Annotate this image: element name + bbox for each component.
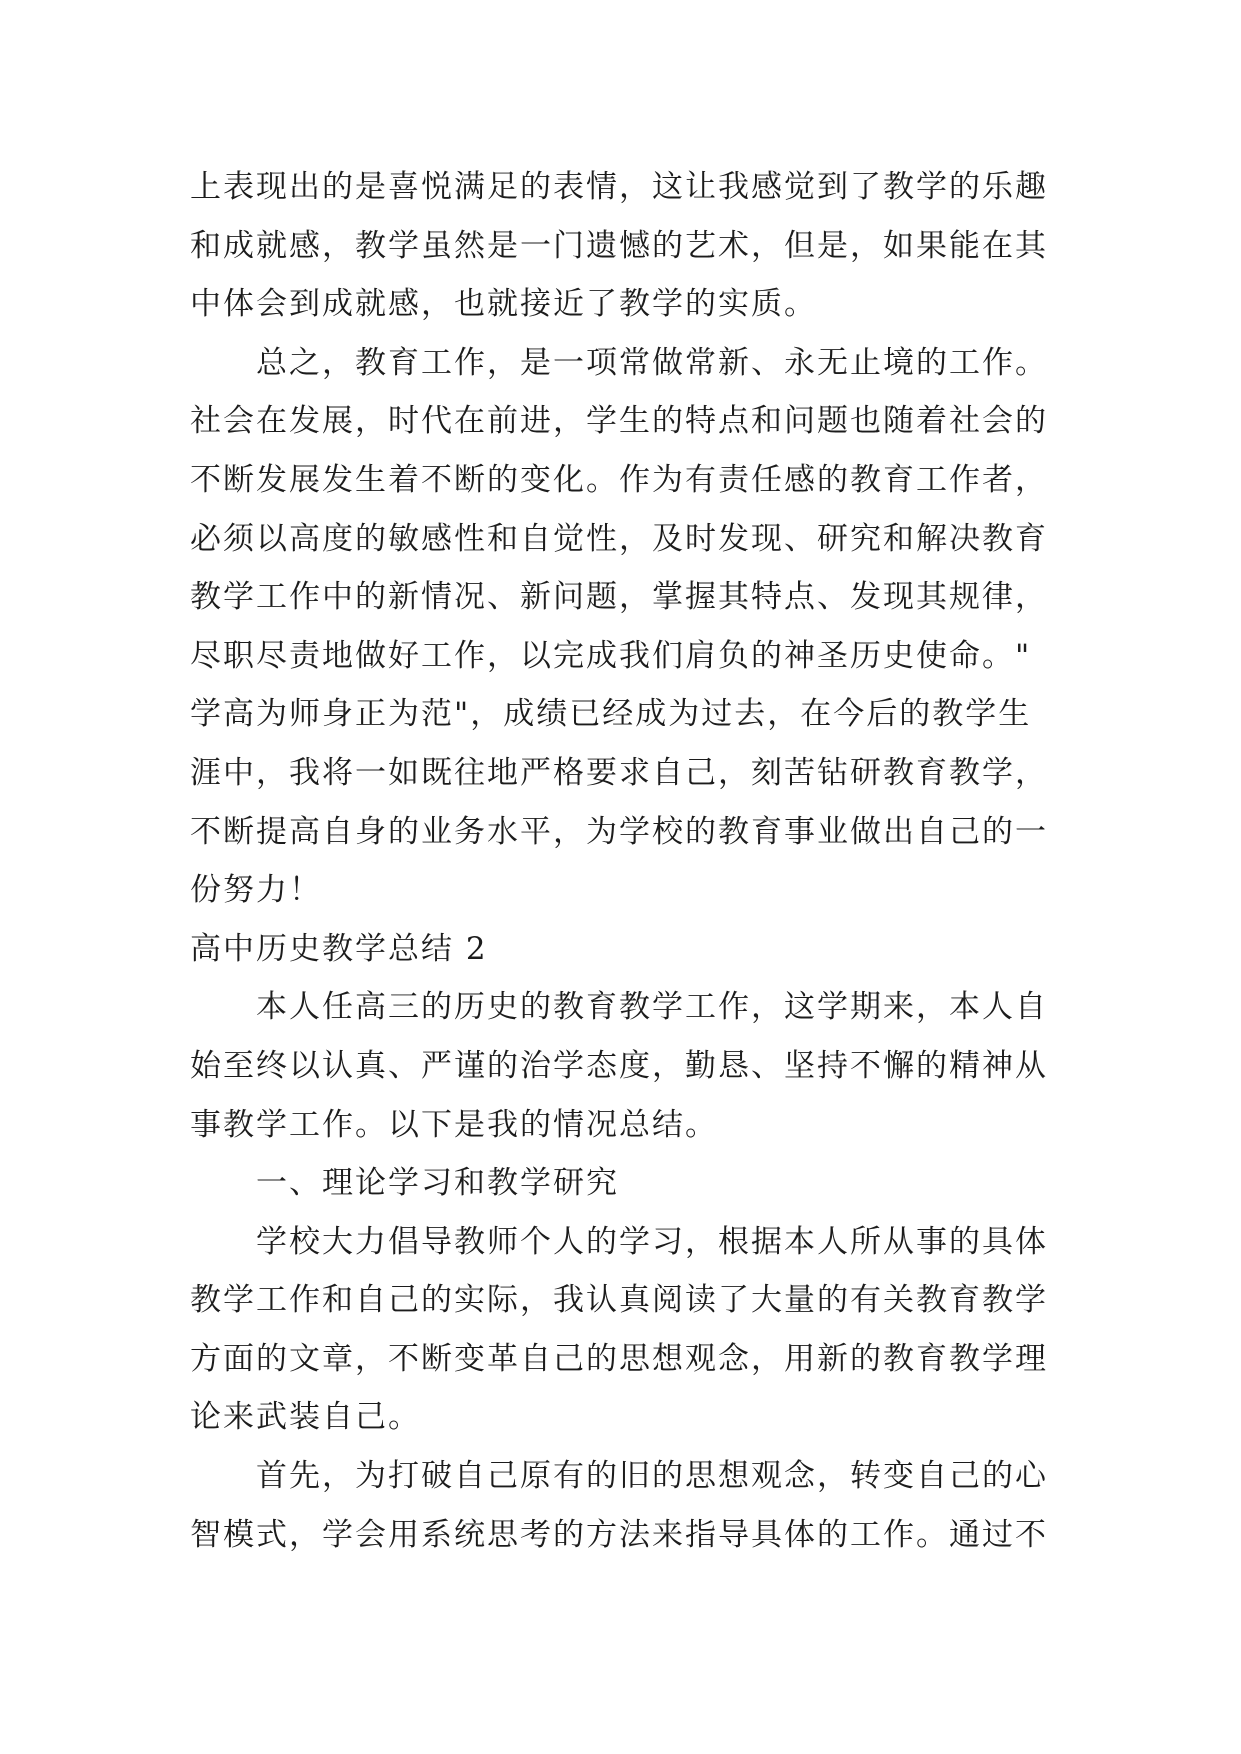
text-line: 事教学工作。以下是我的情况总结。 — [190, 1106, 718, 1143]
text-line: 学校大力倡导教师个人的学习，根据本人所从事的具体 — [256, 1223, 1048, 1260]
text-line: 涯中，我将一如既往地严格要求自己，刻苦钻研教育教学， — [190, 754, 1048, 791]
text-line: 份努力！ — [190, 872, 322, 909]
document-body — [190, 158, 1050, 1564]
text-line: 总之，教育工作，是一项常做常新、永无止境的工作。 — [256, 344, 1048, 381]
text-line: 上表现出的是喜悦满足的表情，这让我感觉到了教学的乐趣 — [190, 169, 1048, 205]
text-line: 本人任高三的历史的教育教学工作，这学期来，本人自 — [256, 989, 1048, 1026]
text-line: 学高为师身正为范"，成绩已经成为过去，在今后的教学生 — [190, 696, 1032, 733]
text-line: 高中历史教学总结 2 — [190, 930, 488, 967]
text-line: 不断提高自身的业务水平，为学校的教育事业做出自己的一 — [190, 813, 1048, 850]
text-line: 和成就感，教学虽然是一门遗憾的艺术，但是，如果能在其 — [190, 227, 1048, 264]
text-line: 教学工作和自己的实际，我认真阅读了大量的有关教育教学 — [190, 1282, 1048, 1319]
text-line: 始至终以认真、严谨的治学态度，勤恳、坚持不懈的精神从 — [190, 1047, 1048, 1084]
text-line: 必须以高度的敏感性和自觉性，及时发现、研究和解决教育 — [190, 520, 1048, 557]
text-line: 不断发展发生着不断的变化。作为有责任感的教育工作者， — [190, 461, 1048, 498]
text-line: 首先，为打破自己原有的旧的思想观念，转变自己的心 — [256, 1458, 1048, 1495]
text-line: 一、理论学习和教学研究 — [256, 1165, 619, 1202]
text-line: 教学工作中的新情况、新问题，掌握其特点、发现其规律， — [190, 579, 1048, 616]
text-line: 方面的文章，不断变革自己的思想观念，用新的教育教学理 — [190, 1340, 1048, 1377]
text-line: 论来武装自己。 — [190, 1399, 421, 1436]
text-line: 尽职尽责地做好工作，以完成我们肩负的神圣历史使命。" — [190, 637, 1032, 674]
text-line: 中体会到成就感，也就接近了教学的实质。 — [190, 286, 817, 323]
text-line: 智模式，学会用系统思考的方法来指导具体的工作。通过不 — [190, 1516, 1048, 1553]
text-line: 社会在发展，时代在前进，学生的特点和问题也随着社会的 — [190, 403, 1048, 440]
